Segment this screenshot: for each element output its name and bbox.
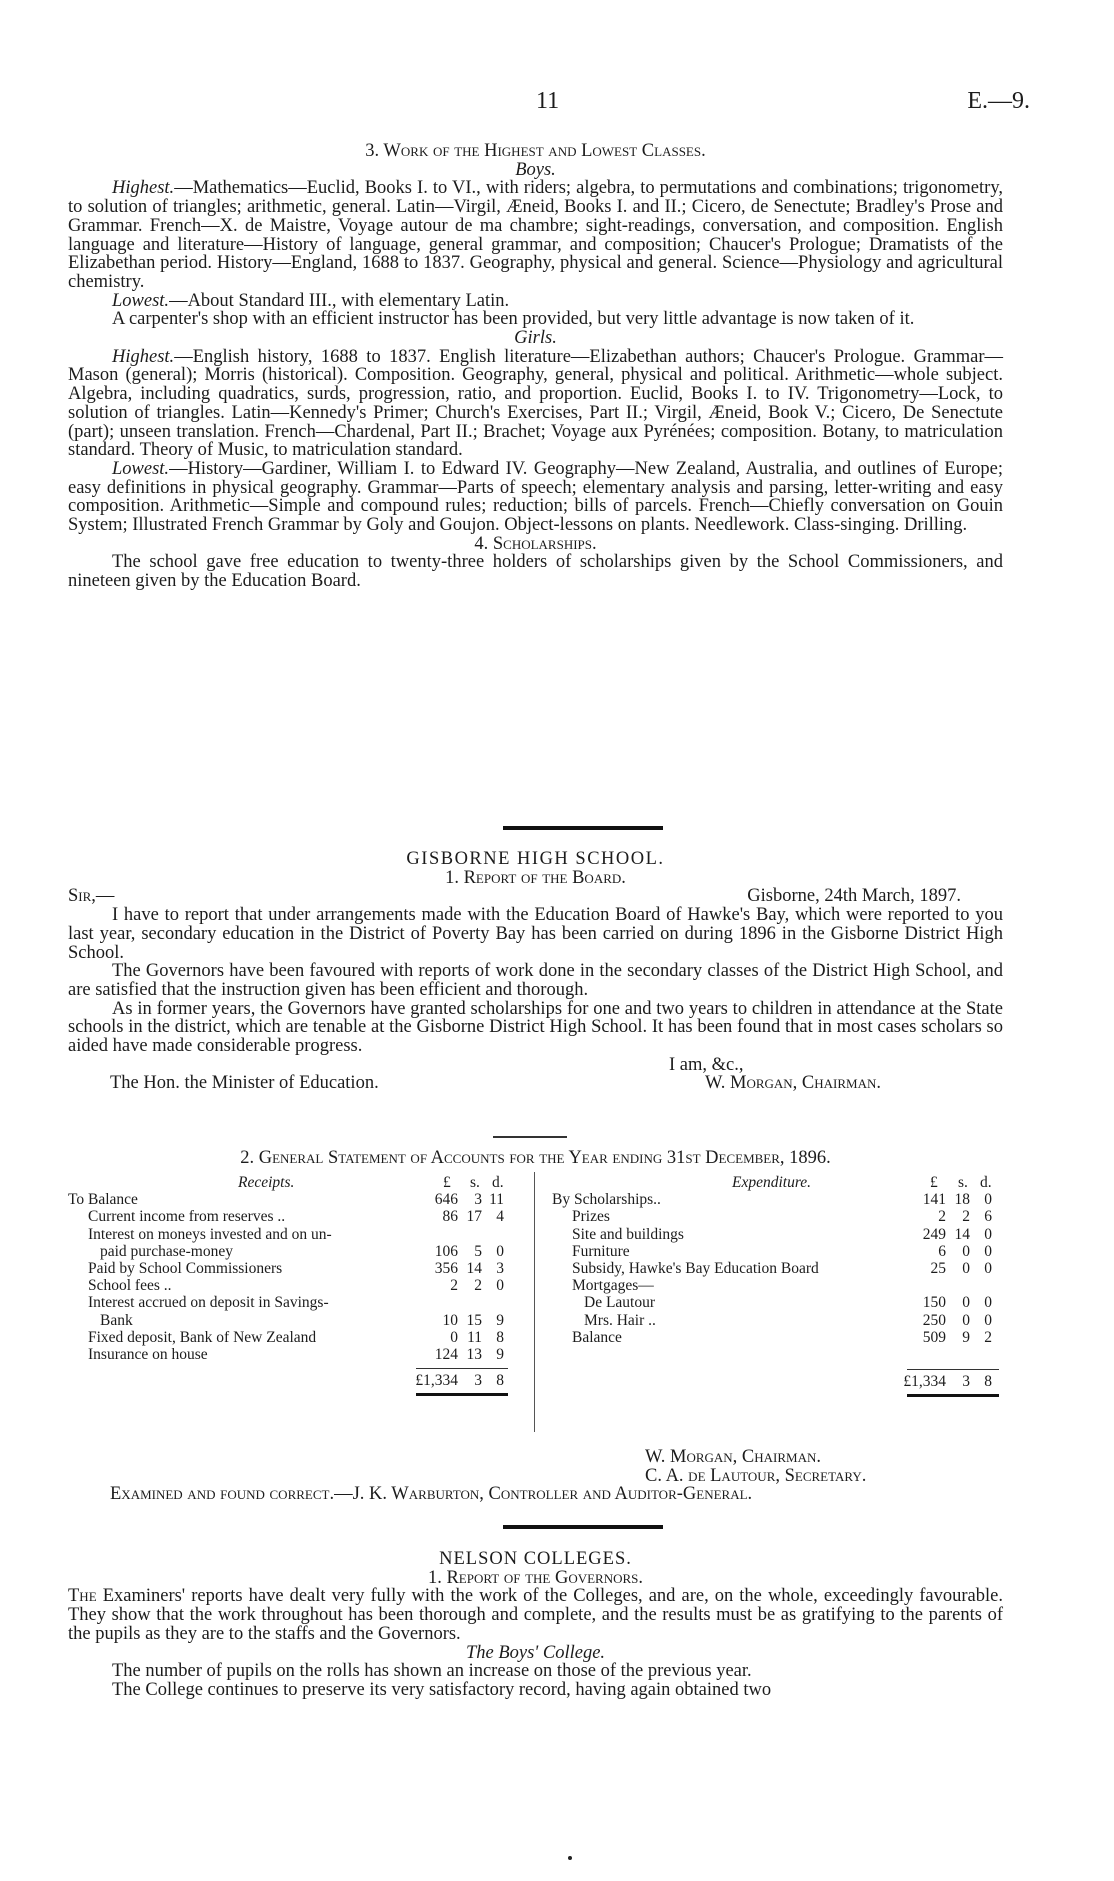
- expenditure-row: [552, 1294, 1022, 1311]
- page-number: 11: [536, 88, 560, 114]
- receipts-label: Insurance on house: [88, 1345, 208, 1363]
- amount-shillings: 0: [962, 1242, 970, 1260]
- amount-pounds: 356: [434, 1259, 458, 1277]
- expenditure-total: £1,334 3 8: [903, 1372, 992, 1390]
- amount-shillings: 11: [467, 1328, 482, 1346]
- amount-shillings: 14: [466, 1259, 482, 1277]
- page-mark: [568, 1856, 572, 1860]
- amount-pounds: 10: [442, 1311, 458, 1329]
- expenditure-label: Furniture: [572, 1242, 630, 1260]
- nelson-subtitle: 1. Report of the Governors.: [427, 1567, 644, 1588]
- amount-pounds: 250: [922, 1311, 946, 1329]
- salutation: Sir,—: [68, 886, 115, 907]
- gisborne-signatory: W. Morgan, Chairman.: [705, 1073, 882, 1094]
- nelson-para-3: The College continues to preserve its very satisfactory record, having again obtained two: [112, 1679, 772, 1700]
- amount-shillings: 0: [962, 1259, 970, 1277]
- receipts-table: [68, 1174, 533, 1396]
- amount-pence: 3: [496, 1259, 504, 1277]
- girls-heading: Girls.: [514, 328, 557, 349]
- amount-pence: 11: [489, 1191, 504, 1209]
- expenditure-subtotal-rule: [907, 1369, 999, 1370]
- gisborne-para-3: As in former years, the Governors have granted scholarships for one and two years to children in attendance at the State schools in the district, which are tenable at the Gisborne District High School. It has been found that in most cases scholars so aided have made considerable progress.: [68, 998, 1003, 1057]
- amount-pounds: 124: [434, 1345, 458, 1363]
- receipts-label: To Balance: [68, 1191, 138, 1209]
- amount-pence: 6: [984, 1208, 992, 1226]
- amount-pounds: 2: [450, 1277, 458, 1295]
- section-4-title: 4. Scholarships.: [474, 533, 597, 554]
- amount-shillings: 9: [962, 1328, 970, 1346]
- expenditure-label: Prizes: [572, 1208, 610, 1226]
- amount-pounds: 0: [450, 1328, 458, 1346]
- amount-pounds: 6: [938, 1242, 946, 1260]
- amount-pounds: 25: [930, 1259, 946, 1277]
- section-divider-rule: [503, 826, 663, 830]
- receipts-label: Interest accrued on deposit in Savings-: [88, 1294, 329, 1312]
- girls-highest: Highest.—English history, 1688 to 1837. English literature—Elizabethan authors; Chaucer's Prologue. Grammar—Mason (general); Morris (historical). Composition. Geography, general, physical and political. Arithmetic—whole subject. Algebra, including quadratics, surds, progression, ratio, and proportion. Euclid, Books I. to IV. Trigonometry—Lock, to solution of triangles. Latin—Kennedy's Primer; Church's Exercises, Part II.; Virgil, Æneid, Book V.; Cicero, De Senectute (part); unseen translation. French—Chardenal, Part II.; Brachet; Voyage aux Pyrénées; composition. Botany, to matriculation standard. Theory of Music, to matriculation standard.: [68, 346, 1003, 461]
- amount-pence: 0: [984, 1311, 992, 1329]
- expenditure-total-rule: [907, 1394, 999, 1397]
- amount-pence: 0: [984, 1191, 992, 1209]
- accounts-title: 2. General Statement of Accounts for the Year ending 31st December, 1896.: [240, 1148, 831, 1168]
- gisborne-subtitle: 1. Report of the Board.: [445, 867, 626, 888]
- document-reference: E.—9.: [967, 88, 1030, 114]
- section-divider-rule-2: [503, 1525, 663, 1529]
- amount-pence: 0: [984, 1259, 992, 1277]
- amount-shillings: 0: [962, 1294, 970, 1312]
- closing: I am, &c.,: [669, 1054, 744, 1075]
- expenditure-row: [552, 1260, 1022, 1277]
- expenditure-row: [552, 1277, 1022, 1294]
- receipts-label: Interest on moneys invested and on un-: [88, 1225, 332, 1243]
- amount-pounds: 249: [922, 1225, 946, 1243]
- expenditure-header: Expenditure. £ s. d.: [732, 1174, 992, 1191]
- amount-pence: 4: [496, 1208, 504, 1226]
- gisborne-para-1: I have to report that under arrangements made with the Education Board of Hawke's Bay, which were reported to you last year, secondary education in the District of Poverty Bay has been carried on during 1896 in the Gisborne District High School.: [68, 905, 1003, 963]
- receipts-row: [68, 1294, 533, 1311]
- receipts-row: [68, 1191, 533, 1208]
- nelson-para-2: The number of pupils on the rolls has shown an increase on those of the previous year.: [112, 1661, 752, 1682]
- auditor-line: Examined and found correct.—J. K. Warburton, Controller and Auditor-General.: [110, 1484, 753, 1505]
- amount-pence: 0: [984, 1225, 992, 1243]
- nelson-title: NELSON COLLEGES.: [439, 1549, 632, 1569]
- amount-shillings: 14: [954, 1225, 970, 1243]
- amount-pence: 0: [984, 1242, 992, 1260]
- amount-pence: 9: [496, 1311, 504, 1329]
- accounts-signatures: [68, 1448, 1003, 1504]
- receipts-row: [68, 1277, 533, 1294]
- amount-shillings: 0: [962, 1311, 970, 1329]
- closing-line: [68, 1056, 1003, 1075]
- receipts-row: [68, 1260, 533, 1277]
- addressee: The Hon. the Minister of Education.: [110, 1073, 379, 1094]
- amount-pounds: 106: [434, 1242, 458, 1260]
- amount-pounds: 2: [938, 1208, 946, 1226]
- amount-pence: 0: [984, 1294, 992, 1312]
- boys-lowest: Lowest.—About Standard III., with elementary Latin.: [112, 290, 510, 311]
- amount-shillings: 2: [962, 1208, 970, 1226]
- amount-pounds: 150: [922, 1294, 946, 1312]
- receipts-label: School fees ..: [88, 1277, 172, 1295]
- boys-highest: Highest.—Mathematics—Euclid, Books I. to VI., with riders; algebra, to permutations and combinations; trigonometry, to solution of triangles; arithmetic, general. Latin—Virgil, Æneid, Books I. and II.; Cicero, de Senectute; Bradley's Prose and Grammar. French—X. de Maistre, Voyage autour de ma chambre; sight-readings, conversation, and composition. English language and literature—History of language, general grammar, and composition; Chaucer's Prologue; Dramatists of the Elizabethan period. History—England, 1688 to 1837. Geography, physical and general. Science—Physiology and agricultural chemistry.: [68, 178, 1003, 292]
- expenditure-row: [552, 1243, 1022, 1260]
- receipts-row: [68, 1226, 533, 1243]
- boys-college-heading: The Boys' College.: [465, 1642, 606, 1663]
- scholarships-paragraph: The school gave free education to twenty-three holders of scholarships given by the School Commissioners, and nineteen given by the Education Board.: [68, 552, 1003, 592]
- receipts-label: Paid by School Commissioners: [88, 1259, 283, 1277]
- gisborne-title: GISBORNE HIGH SCHOOL.: [406, 849, 665, 869]
- expenditure-table: [552, 1174, 1022, 1397]
- receipts-label: Bank: [100, 1311, 133, 1329]
- expenditure-row: [552, 1191, 1022, 1208]
- carpenter-paragraph: A carpenter's shop with an efficient instructor has been provided, but very little advantage is now taken of it.: [112, 309, 915, 330]
- expenditure-label: Mortgages—: [572, 1277, 654, 1295]
- amount-pence: 8: [496, 1328, 504, 1346]
- accounts-divider: [534, 1172, 535, 1432]
- amount-pounds: 646: [434, 1191, 458, 1209]
- receipts-total-rule: [416, 1393, 508, 1396]
- receipts-label: Current income from reserves ..: [88, 1208, 286, 1226]
- amount-pounds: 141: [922, 1191, 946, 1209]
- amount-pence: 9: [496, 1345, 504, 1363]
- amount-pounds: 86: [442, 1208, 458, 1226]
- receipts-row: [68, 1208, 533, 1225]
- address-line: [68, 1074, 1003, 1093]
- receipts-label: paid purchase-money: [100, 1242, 233, 1260]
- expenditure-row: [552, 1226, 1022, 1243]
- accounts-title-wrap: [68, 1149, 1003, 1168]
- gisborne-para-2: The Governors have been favoured with reports of work done in the secondary classes of the District High School, and are satisfied that the instruction given has been efficient and thorough.: [68, 961, 1003, 1000]
- expenditure-row: [552, 1329, 1022, 1346]
- expenditure-label: Mrs. Hair ..: [584, 1311, 656, 1329]
- expenditure-label: By Scholarships..: [552, 1191, 661, 1209]
- amount-shillings: 3: [474, 1191, 482, 1209]
- amount-shillings: 2: [474, 1277, 482, 1295]
- expenditure-row: [552, 1312, 1022, 1329]
- place-date: Gisborne, 24th March, 1897.: [747, 886, 961, 907]
- receipts-header: Receipts. £ s. d.: [238, 1174, 504, 1191]
- expenditure-row: [552, 1208, 1022, 1225]
- receipts-label: Fixed deposit, Bank of New Zealand: [88, 1328, 317, 1346]
- receipts-row: [68, 1312, 533, 1329]
- expenditure-label: Subsidy, Hawke's Bay Education Board: [572, 1259, 819, 1277]
- expenditure-label: Balance: [572, 1328, 622, 1346]
- accounts-sign-secretary: C. A. de Lautour, Secretary.: [645, 1465, 867, 1486]
- accounts-sign-chairman: W. Morgan, Chairman.: [645, 1447, 822, 1467]
- section-nelson: [68, 1550, 1003, 1700]
- amount-pence: 2: [984, 1328, 992, 1346]
- receipts-total: £1,334 3 8: [415, 1372, 504, 1390]
- amount-shillings: 18: [954, 1191, 970, 1209]
- section-gisborne: [68, 850, 1003, 1093]
- amount-pence: 0: [496, 1242, 504, 1260]
- amount-shillings: 13: [466, 1345, 482, 1363]
- amount-pounds: 509: [922, 1328, 946, 1346]
- amount-shillings: 5: [474, 1242, 482, 1260]
- boys-heading: Boys.: [515, 159, 556, 180]
- amount-shillings: 15: [466, 1311, 482, 1329]
- receipts-row: [68, 1346, 533, 1363]
- nelson-para-1: The Examiners' reports have dealt very fully with the work of the Colleges, and are, on the whole, exceedingly favourable. They show that the work throughout has been thorough and complete, and the results must be as gratifying to the parents of the pupils as they are to the staffs and the Governors.: [68, 1586, 1003, 1644]
- amount-shillings: 17: [466, 1208, 482, 1226]
- expenditure-label: De Lautour: [584, 1294, 656, 1312]
- receipts-subtotal-rule: [416, 1368, 508, 1369]
- expenditure-label: Site and buildings: [572, 1225, 684, 1243]
- short-divider: [493, 1136, 567, 1138]
- girls-lowest: Lowest.—History—Gardiner, William I. to Edward IV. Geography—New Zealand, Australia, and outlines of Europe; easy definitions in physical geography. Grammar—Parts of speech; elementary analysis and parsing, letter-writing and easy composition. Arithmetic—Simple and compound rules; reduction; bills of parcels. French—Chiefly conversation on Gouin System; Illustrated French Grammar by Goly and Goujon. Object-lessons on plants. Needlework. Class-singing. Drilling.: [68, 458, 1003, 536]
- receipts-row: [68, 1243, 533, 1260]
- salutation-line: [68, 887, 1003, 906]
- receipts-row: [68, 1329, 533, 1346]
- section-work-classes: [68, 142, 1003, 591]
- amount-pence: 0: [496, 1277, 504, 1295]
- section-3-title: 3. Work of the Highest and Lowest Classes.: [365, 141, 706, 161]
